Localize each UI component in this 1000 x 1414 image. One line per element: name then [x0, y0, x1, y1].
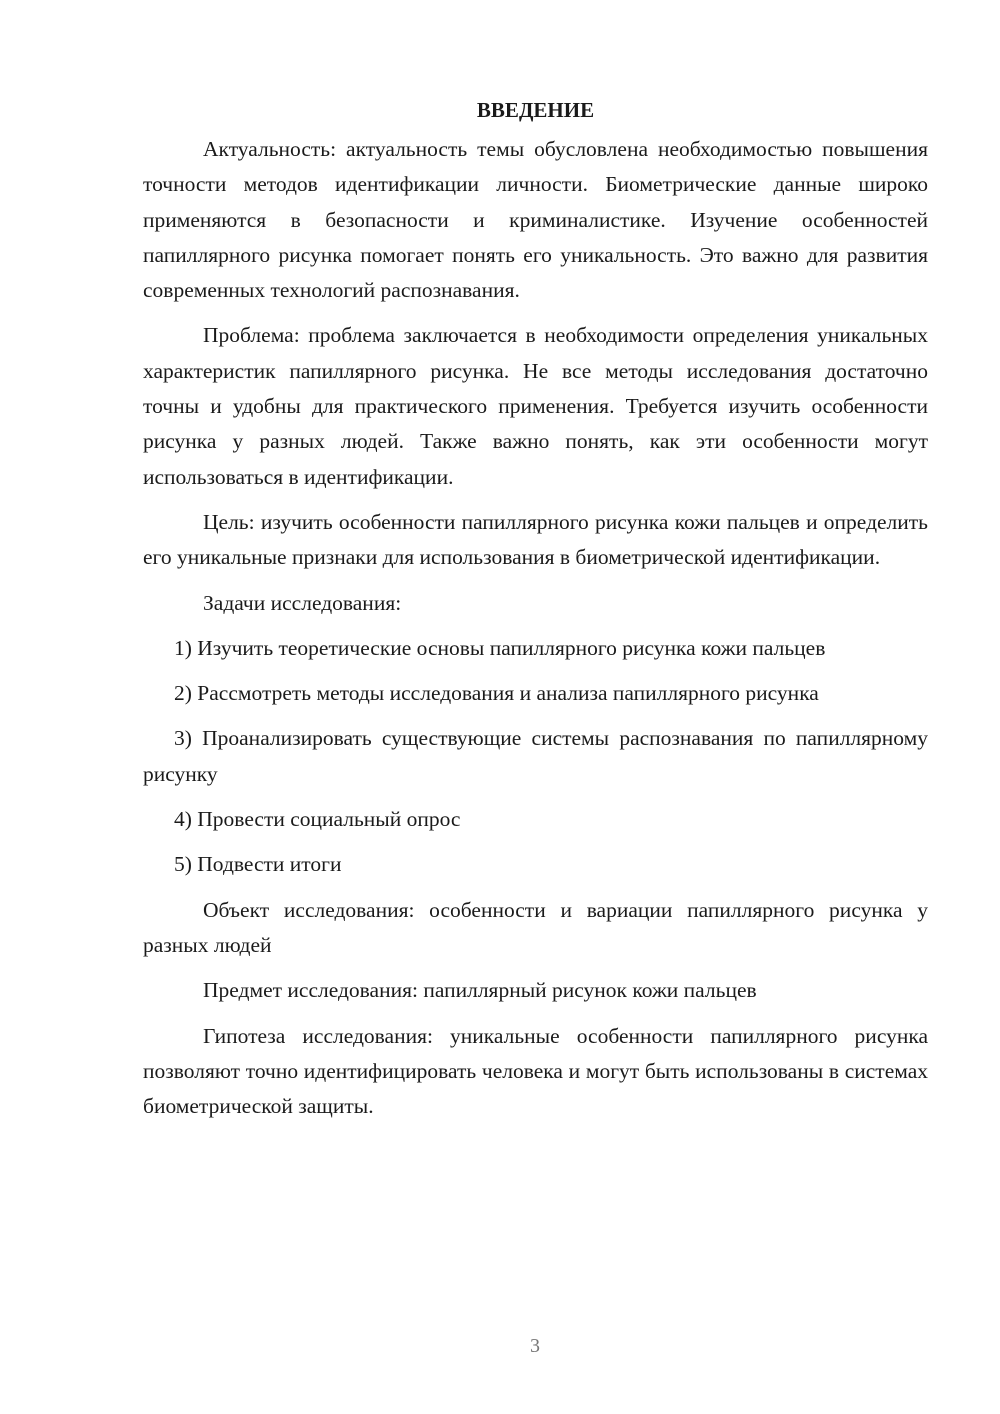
task-item-2: 2) Рассмотреть методы исследования и анализа папиллярного рисунка	[174, 681, 819, 706]
task-item-1: 1) Изучить теоретические основы папиллярного рисунка кожи пальцев	[174, 635, 826, 660]
task-item-4: 4) Провести социальный опрос	[174, 807, 461, 832]
task-item-3: 3) Проанализировать существующие системы распознавания по папиллярному рисунку	[143, 726, 928, 786]
paragraph-relevance: Актуальность: актуальность темы обусловлена необходимостью повышения точности методов идентификации личности. Биометрические данные широко применяются в безопасности и криминалистике. Изучение особенностей папиллярного рисунка помогает понять его уникальность. Это важно для развития современных технологий распознавания.	[143, 137, 928, 303]
paragraph-goal: Цель: изучить особенности папиллярного рисунка кожи пальцев и определить его уникальные признаки для использования в биометрической идентификации.	[143, 509, 928, 570]
task-item-5: 5) Подвести итоги	[174, 852, 342, 877]
document-page	[143, 92, 928, 1134]
section-title: ВВЕДЕНИЕ	[476, 98, 595, 122]
paragraph-hypothesis: Гипотеза исследования: уникальные особенности папиллярного рисунка позволяют точно идентифицировать человека и могут быть использованы в системах биометрической защиты.	[143, 1023, 928, 1119]
page-number: 3	[530, 1335, 540, 1357]
paragraph-problem: Проблема: проблема заключается в необходимости определения уникальных характеристик папиллярного рисунка. Не все методы исследования достаточно точны и удобны для практического применения. Требуется изучить особенности рисунка у разных людей. Также важно понять, как эти особенности могут использоваться в идентификации.	[143, 323, 928, 489]
paragraph-tasks-heading: Задачи исследования:	[203, 590, 402, 615]
paragraph-object: Объект исследования: особенности и вариации папиллярного рисунка у разных людей	[143, 897, 928, 957]
paragraph-subject: Предмет исследования: папиллярный рисунок кожи пальцев	[203, 978, 757, 1003]
